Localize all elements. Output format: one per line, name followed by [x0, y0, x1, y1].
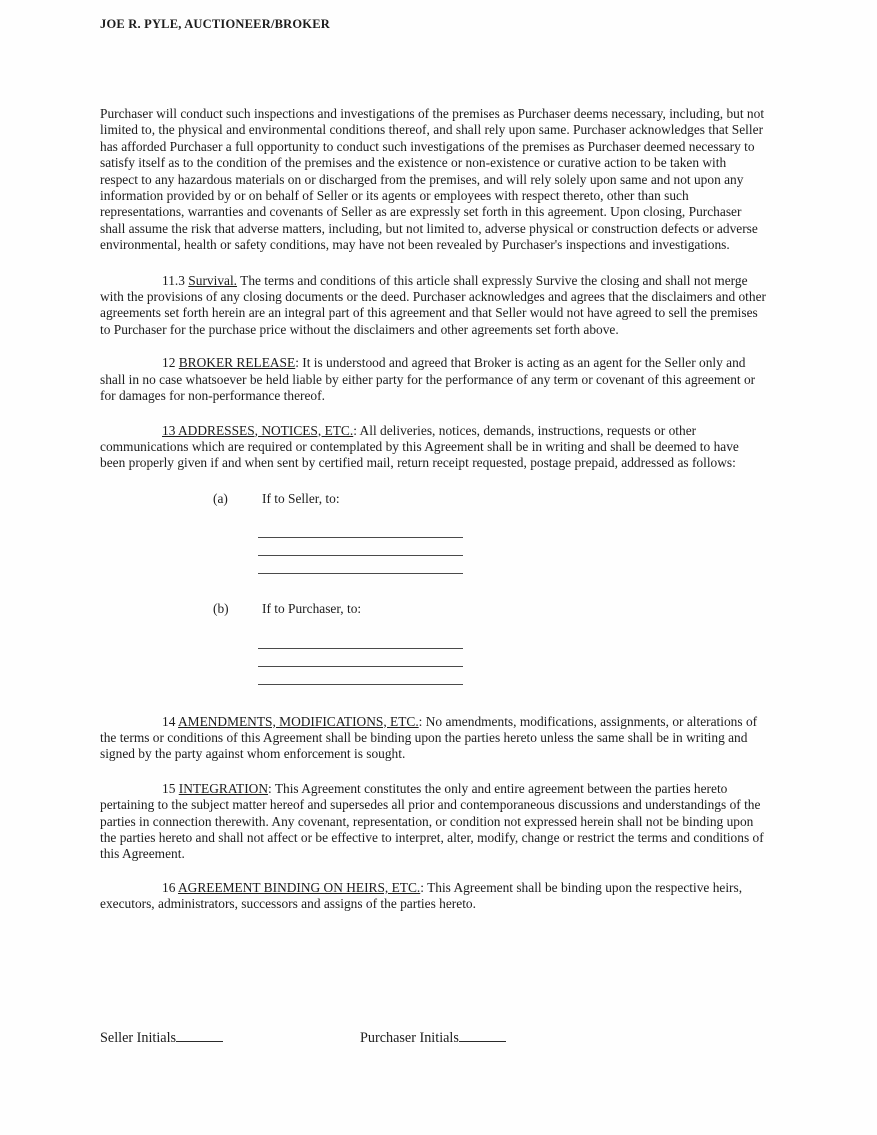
section-14-number: 14 [162, 713, 178, 729]
section-14-body: : No amendments, modifications, assignments, or alterations of the terms or conditions of this Agreement shall be binding upon the parties hereto unless the same shall be in writing and signed by the party against whom enforcement is sought. [100, 713, 758, 762]
purchaser-initials [360, 1028, 506, 1047]
section-15-heading: INTEGRATION [178, 780, 269, 796]
section-15-number: 15 [162, 780, 179, 796]
section-11-3 [100, 273, 767, 339]
address-blank-line [258, 632, 463, 649]
address-item-purchaser-text: If to Purchaser, to: [262, 601, 362, 617]
section-16-number: 16 [162, 879, 178, 895]
section-11-3-heading: Survival. [188, 272, 238, 288]
seller-initials-label: Seller Initials [100, 1030, 177, 1046]
purchaser-initials-label: Purchaser Initials [360, 1030, 459, 1046]
address-blank-line [258, 667, 463, 685]
section-11-3-number: 11.3 [162, 272, 189, 288]
document-header: JOE R. PYLE, AUCTIONEER/BROKER [100, 17, 330, 31]
section-13 [100, 423, 767, 472]
address-item-purchaser-label: (b) [213, 601, 229, 617]
address-seller-blanks [258, 521, 463, 574]
address-item-seller [100, 491, 767, 507]
address-blank-line [258, 649, 463, 667]
intro-paragraph: Purchaser will conduct such inspections and investigations of the premises as Purchaser deems necessary, including, but not limited to, the physical and environmental conditions thereof, and shall rely upon same. Purchaser acknowledges that Seller has afforded Purchaser a full opportunity to conduct such investigations of the premises as Purchaser deemed necessary to satisfy itself as to the condition of the premises and the existence or non-existence or curative action to be taken with respect to any hazardous materials on or discharged from the premises, and will rely solely upon same and not upon any information provided by or on behalf of Seller or its agents or employees with respect thereto, other than such representations, warranties and covenants of Seller as are expressly set forth in this agreement. Upon closing, Purchaser shall assume the risk that adverse matters, including, but not limited to, adverse physical or construction defects or adverse environmental, health or safety conditions, may have not been revealed by Purchaser's inspections and investigations. [100, 106, 765, 253]
section-13-body: : All deliveries, notices, demands, instructions, requests or other communications which are required or contemplated by this Agreement shall be in writing and shall be deemed to have been properly given if and when sent by certified mail, return receipt requested, postage prepaid, addressed as follows: [100, 422, 739, 471]
section-16-body: : This Agreement shall be binding upon the respective heirs, executors, administrators, successors and assigns of the parties hereto. [100, 879, 743, 912]
section-16 [100, 880, 767, 913]
section-14 [100, 714, 767, 763]
section-12 [100, 355, 767, 404]
section-12-heading: BROKER RELEASE [178, 355, 296, 371]
address-blank-line [258, 538, 463, 556]
address-item-seller-text: If to Seller, to: [262, 490, 340, 506]
purchaser-initials-blank [459, 1028, 506, 1042]
section-12-body: : It is understood and agreed that Broker is acting as an agent for the Seller only and shall in no case whatsoever be held liable by either party for the performance of any term or covenant of this agreement or for damages for non-performance thereof. [100, 355, 756, 404]
address-item-seller-label: (a) [213, 490, 228, 506]
address-item-purchaser [100, 601, 767, 617]
section-14-heading: AMENDMENTS, MODIFICATIONS, ETC. [178, 713, 419, 729]
initials-footer [100, 1028, 767, 1047]
section-15-body: : This Agreement constitutes the only and entire agreement between the parties hereto pertaining to the subject matter hereof and supersedes all prior and contemporaneous discussions and understandings of the parties in connection therewith. Any covenant, representation, or condition not expressed herein shall not be binding upon the parties hereto and shall not affect or be effective to interpret, alter, modify, change or restrict the terms and conditions of this Agreement. [100, 780, 764, 862]
section-13-heading: 13 ADDRESSES, NOTICES, ETC. [162, 422, 354, 438]
address-blank-line [258, 556, 463, 574]
address-blank-line [258, 521, 463, 538]
seller-initials [100, 1030, 223, 1046]
section-15 [100, 781, 767, 863]
seller-initials-blank [176, 1028, 223, 1042]
section-12-number: 12 [162, 355, 179, 371]
section-16-heading: AGREEMENT BINDING ON HEIRS, ETC. [178, 879, 421, 895]
section-11-3-body: The terms and conditions of this article shall expressly Survive the closing and shall not merge with the provisions of any closing documents or the deed. Purchaser acknowledges and agrees that the disclaimers and other agreements set forth herein are an integral part of this agreement and that Seller would not have agreed to sell the premises to Purchaser for the purchase price without the disclaimers and other agreements set forth above. [100, 272, 766, 337]
address-purchaser-blanks [258, 632, 463, 685]
